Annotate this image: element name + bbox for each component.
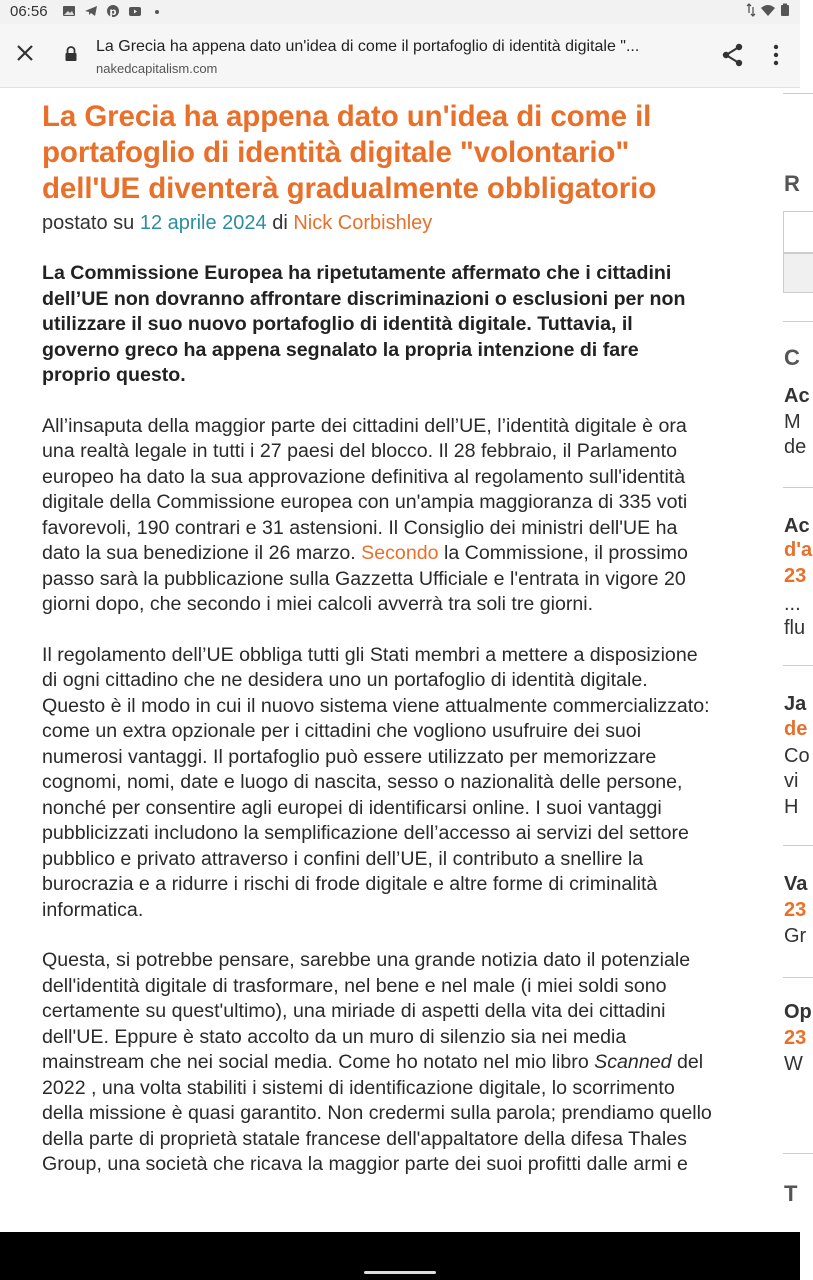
youtube-icon: [128, 4, 142, 18]
status-bar: [0, 0, 800, 24]
sidebar-divider: [783, 977, 813, 978]
wifi-icon: [760, 3, 776, 17]
sidebar-divider: [783, 93, 813, 94]
telegram-icon: [84, 4, 98, 18]
sidebar-divider: [783, 1153, 813, 1154]
status-time: 06:56: [10, 3, 48, 20]
share-icon[interactable]: [720, 42, 746, 68]
paragraph-3-text-a: Questa, si potrebbe pensare, sarebbe una grande notizia dato il potenziale dell'identità digitale di trasformare, nel bene e nel male (i miei soldi sono certamente su quest'ultimo), una miriade di aspetti della vita dei cittadini dell'UE. Eppure è stato accolto da un muro di silenzio sia nei media mainstream che nei social media. Come ho notato nel mio libro: [42, 949, 691, 1073]
page-url[interactable]: nakedcapitalism.com: [96, 61, 218, 76]
sidebar-fragment: vi: [784, 770, 799, 792]
sidebar-divider: [783, 845, 813, 846]
lock-icon[interactable]: [64, 46, 78, 62]
paragraph-1: [42, 414, 712, 618]
sidebar-divider: [783, 665, 813, 666]
close-icon: [10, 38, 40, 68]
article: [42, 99, 712, 1178]
right-sidebar: [783, 89, 813, 1232]
sidebar-search-button[interactable]: [783, 253, 813, 293]
sidebar-fragment[interactable]: 23: [784, 1027, 807, 1049]
battery-icon: [780, 3, 790, 17]
sidebar-fragment[interactable]: Op: [784, 1001, 812, 1023]
sidebar-fragment: M: [784, 411, 801, 433]
status-right: [746, 3, 790, 17]
sidebar-fragment: R: [784, 171, 800, 196]
paragraph-3: [42, 948, 712, 1178]
paragraph-3-text-b: del 2022 , una volta stabiliti i sistemi di identificazione digitale, lo scorrimento della missione è quasi garantito. Non credermi sulla parola; prendiamo quello della parte di proprietà statale francese dell'appaltatore della difesa Thales Group, una società che ricava la maggior parte dei suoi profitti dalle armi e: [42, 1051, 712, 1175]
sidebar-search-input[interactable]: [783, 211, 813, 253]
sidebar-fragment[interactable]: 23: [784, 899, 807, 921]
pinterest-icon: [106, 4, 120, 18]
article-title: La Grecia ha appena dato un'idea di come il portafoglio di identità digitale "volontario" dell'UE diventerà gradualmente obbligatorio: [42, 100, 657, 205]
sidebar-fragment: H: [784, 796, 799, 818]
article-meta: [42, 209, 712, 237]
sidebar-fragment: W: [784, 1053, 803, 1075]
sidebar-divider: [783, 487, 813, 488]
paragraph-1-text-b: la Commissione, il prossimo passo sarà la pubblicazione sulla Gazzetta Ufficiale e l'entrata in vigore 20 giorni dopo, che secondo i miei calcoli avverrà tra soli tre giorni.: [42, 542, 688, 615]
sidebar-fragment: ...: [784, 593, 801, 615]
secondo-link[interactable]: Secondo: [361, 542, 439, 564]
sidebar-fragment[interactable]: Ac: [784, 385, 810, 407]
sidebar-fragment[interactable]: 23: [784, 565, 807, 587]
data-arrows-icon: [746, 3, 756, 17]
notification-icons: [62, 4, 164, 18]
close-button[interactable]: [10, 38, 40, 68]
page-content[interactable]: [0, 89, 813, 1232]
more-menu-icon[interactable]: [764, 42, 788, 68]
sidebar-fragment[interactable]: de: [784, 718, 808, 740]
svg-text:p: p: [109, 7, 117, 18]
sidebar-fragment[interactable]: d'a: [784, 539, 813, 561]
meta-by: di: [272, 212, 288, 234]
paragraph-1-text-a: All’insaputa della maggior parte dei cittadini dell’UE, l’identità digitale è ora una realtà legale in tutti i 27 paesi del blocco. Il 28 febbraio, il Parlamento europeo ha dato la sua approvazione definitiva al regolamento sull'identità digitale della Commissione europea con un'ampia maggioranza di 335 voti favorevoli, 190 contrari e 31 astensioni. Il Consiglio dei ministri dell'UE ha dato la sua benedizione il 26 marzo.: [42, 414, 688, 564]
meta-prefix: postato su: [42, 212, 135, 234]
home-gesture-handle[interactable]: [364, 1271, 436, 1274]
sidebar-fragment[interactable]: Ja: [784, 693, 807, 715]
dot-icon: [150, 4, 164, 18]
image-icon: [62, 4, 76, 18]
page-title[interactable]: La Grecia ha appena dato un'idea di come il portafoglio di identità digitale "...: [96, 38, 640, 55]
article-date-link[interactable]: 12 aprile 2024: [139, 212, 267, 234]
sidebar-fragment: C: [784, 345, 800, 370]
sidebar-fragment: Gr: [784, 925, 807, 947]
article-lead: La Commissione Europea ha ripetutamente affermato che i cittadini dell’UE non dovranno affrontare discriminazioni o esclusioni per non utilizzare il suo nuovo portafoglio di identità digitale. Tuttavia, il governo greco ha appena segnalato la propria intenzione di fare proprio questo.: [42, 262, 686, 386]
sidebar-divider: [783, 321, 813, 322]
system-navigation-bar: [0, 1232, 800, 1280]
sidebar-fragment: flu: [784, 617, 806, 639]
browser-toolbar: [0, 24, 800, 88]
sidebar-fragment[interactable]: Ac: [784, 515, 810, 537]
author-link[interactable]: Nick Corbishley: [293, 212, 433, 234]
book-title: Scanned: [594, 1051, 672, 1073]
sidebar-fragment: T: [784, 1181, 798, 1206]
sidebar-fragment[interactable]: Va: [784, 873, 808, 895]
paragraph-2: Il regolamento dell’UE obbliga tutti gli Stati membri a mettere a disposizione di ogni cittadino che ne desidera uno un portafoglio di identità digitale. Questo è il modo in cui il nuovo sistema viene attualmente commercializzato: come un extra opzionale per i cittadini che vogliono usufruire dei suoi numerosi vantaggi. Il portafoglio può essere utilizzato per memorizzare cognomi, nomi, date e luogo di nascita, sesso o nazionalità delle persone, nonché per consentire agli europei di identificarsi online. I suoi vantaggi pubblicizzati includono la semplificazione dell’accesso ai servizi del settore pubblico e privato attraverso i confini dell’UE, il contributo a snellire la burocrazia e a ridurre i rischi di frode digitale e altre forme di criminalità informatica.: [42, 643, 710, 921]
sidebar-fragment: Co: [784, 745, 810, 767]
sidebar-fragment: de: [784, 436, 807, 458]
